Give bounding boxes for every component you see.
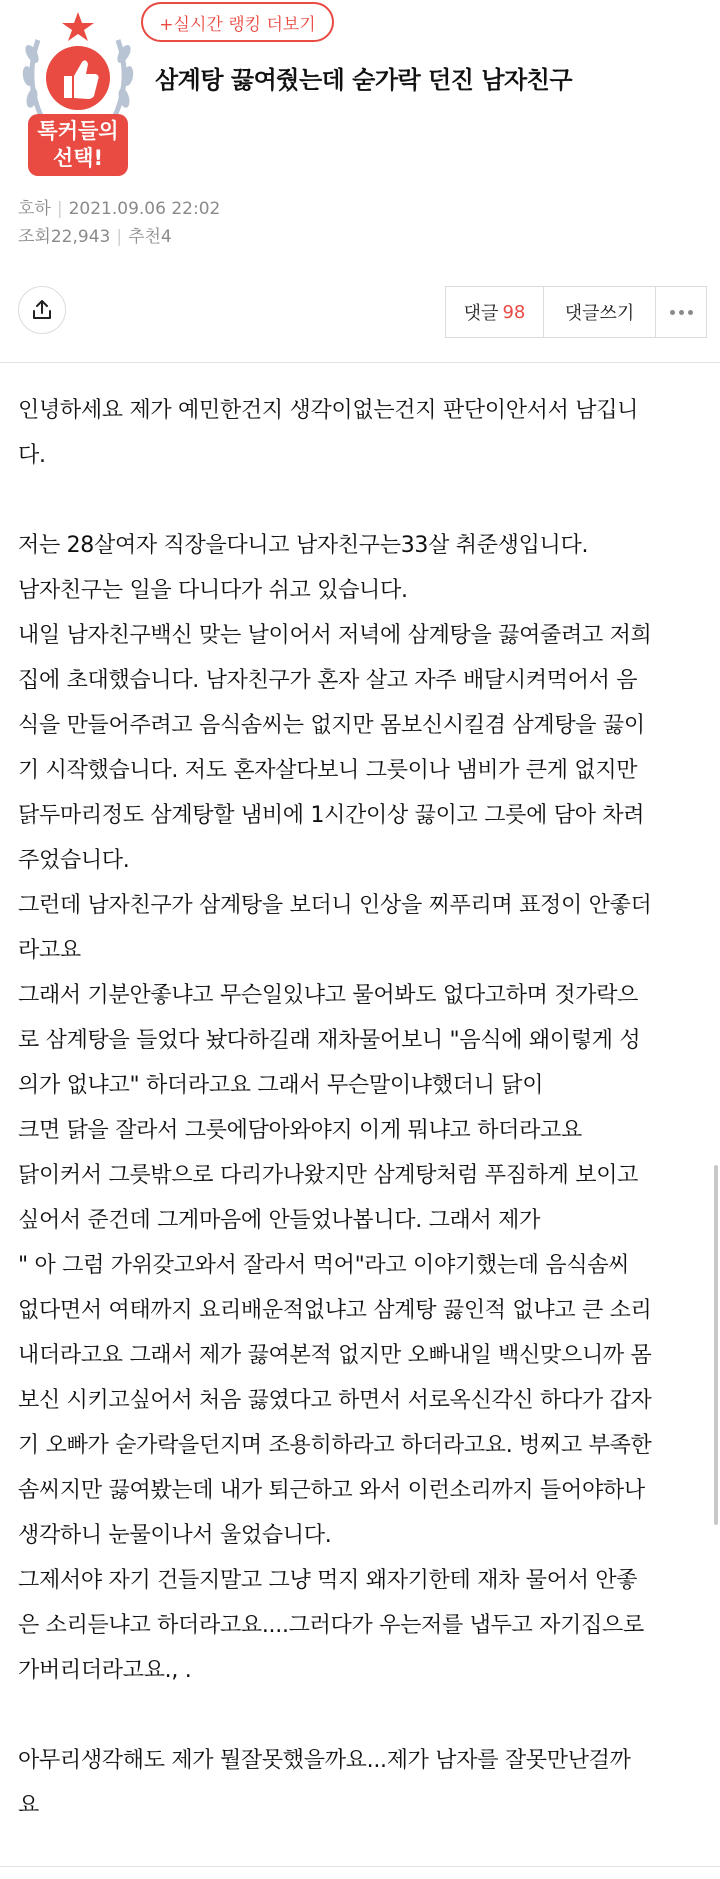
body-line: 기 오빠가 숟가락을던지며 조용히하라고 하더라고요. 벙찌고 부족한 xyxy=(18,1433,652,1458)
share-button[interactable] xyxy=(18,286,66,334)
body-line: 그제서야 자기 건들지말고 그냥 먹지 왜자기한테 재차 물어서 안좋 xyxy=(18,1568,638,1593)
body-line: 보신 시키고싶어서 처음 끓였다고 하면서 서로옥신각신 하다가 갑자 xyxy=(18,1388,652,1413)
body-line: 기 시작했습니다. 저도 혼자살다보니 그릇이나 냄비가 큰게 없지만 xyxy=(18,758,638,783)
footer-divider xyxy=(0,1866,720,1867)
more-dots-icon xyxy=(670,310,675,315)
body-line: 그래서 기분안좋냐고 무슨일있냐고 물어봐도 없다고하며 젓가락으 xyxy=(18,983,639,1008)
body-line: 인녕하세요 제가 예민한건지 생각이없는건지 판단이안서서 남깁니 xyxy=(18,398,639,423)
body-line: 솜씨지만 끓여봤는데 내가 퇴근하고 와서 이런소리까지 들어야하나 xyxy=(18,1478,645,1503)
header-divider xyxy=(0,362,720,363)
post-action-group xyxy=(445,286,707,338)
body-line: 저는 28살여자 직장을다니고 남자친구는33살 취준생입니다. xyxy=(18,533,589,558)
body-line: 라고요 xyxy=(18,938,81,963)
body-line: 내더라고요 그래서 제가 끓여본적 없지만 오빠내일 백신맞으니까 몸 xyxy=(18,1343,652,1368)
scrollbar[interactable] xyxy=(714,1165,718,1525)
body-line xyxy=(18,1693,708,1738)
view-count: 조회22,943 xyxy=(18,227,111,247)
body-line: 요 xyxy=(18,1793,39,1818)
body-line: 로 삼계탕을 들었다 놨다하길래 재차물어보니 "음식에 왜이렇게 성 xyxy=(18,1028,641,1053)
badge-line-2: 선택! xyxy=(52,146,104,170)
comments-label: 댓글 xyxy=(463,303,499,324)
badge-line-1: 톡커들의 xyxy=(37,119,119,143)
body-line: 싶어서 준건데 그게마음에 안들었나봅니다. 그래서 제가 xyxy=(18,1208,541,1233)
post-body xyxy=(18,388,708,1828)
body-line: 생각하니 눈물이나서 울었습니다. xyxy=(18,1523,332,1548)
body-line: 아무리생각해도 제가 뭘잘못했을까요...제가 남자를 잘못만난걸까 xyxy=(18,1748,631,1773)
body-line: 식을 만들어주려고 음식솜씨는 없지만 몸보신시킬겸 삼계탕을 끓이 xyxy=(18,713,645,738)
body-line: 주었습니다. xyxy=(18,848,130,873)
more-button[interactable] xyxy=(656,287,706,337)
post-title: 삼계탕 끓여줬는데 숟가락 던진 남자친구 xyxy=(155,66,573,94)
write-comment-button[interactable]: 댓글쓰기 xyxy=(544,287,656,337)
body-line: 의가 없냐고" 하더라고요 그래서 무슨말이냐했더니 닭이 xyxy=(18,1073,544,1098)
share-icon xyxy=(31,299,53,321)
post-meta-line-1: 호하 | 2021.09.06 22:02 xyxy=(18,199,221,219)
author-name[interactable]: 호하 xyxy=(18,199,51,219)
best-pick-badge xyxy=(20,10,136,180)
realtime-ranking-button[interactable]: +실시간 랭킹 더보기 xyxy=(141,2,334,42)
comments-count: 98 xyxy=(502,301,526,323)
body-line xyxy=(18,478,708,523)
body-line: 크면 닭을 잘라서 그릇에담아와야지 이게 뭐냐고 하더라고요 xyxy=(18,1118,582,1143)
body-line: 남자친구는 일을 다니다가 쉬고 있습니다. xyxy=(18,578,408,603)
comments-button[interactable] xyxy=(446,287,544,337)
body-line: 은 소리듣냐고 하더라고요....그러다가 우는저를 냅두고 자기집으로 xyxy=(18,1613,644,1638)
body-line: 그런데 남자친구가 삼계탕을 보더니 인상을 찌푸리며 표정이 안좋더 xyxy=(18,893,652,918)
post-datetime: 2021.09.06 22:02 xyxy=(68,199,221,219)
body-line: 없다면서 여태까지 요리배운적없냐고 삼계탕 끓인적 없냐고 큰 소리 xyxy=(18,1298,652,1323)
body-line: 닭이커서 그릇밖으로 다리가나왔지만 삼계탕처럼 푸짐하게 보이고 xyxy=(18,1163,639,1188)
body-line: 가버리더라고요., . xyxy=(18,1658,192,1683)
body-line: 닭두마리정도 삼계탕할 냄비에 1시간이상 끓이고 그릇에 담아 차려 xyxy=(18,803,645,828)
body-line: 집에 초대했습니다. 남자친구가 혼자 살고 자주 배달시켜먹어서 음 xyxy=(18,668,638,693)
post-meta-line-2: 조회22,943 | 추천4 xyxy=(18,227,172,247)
recommend-count: 추천4 xyxy=(128,227,172,247)
body-line: " 아 그럼 가위갖고와서 잘라서 먹어"라고 이야기했는데 음식솜씨 xyxy=(18,1253,630,1278)
body-line: 내일 남자친구백신 맞는 날이어서 저녁에 삼계탕을 끓여줄려고 저희 xyxy=(18,623,652,648)
body-line: 다. xyxy=(18,443,46,468)
